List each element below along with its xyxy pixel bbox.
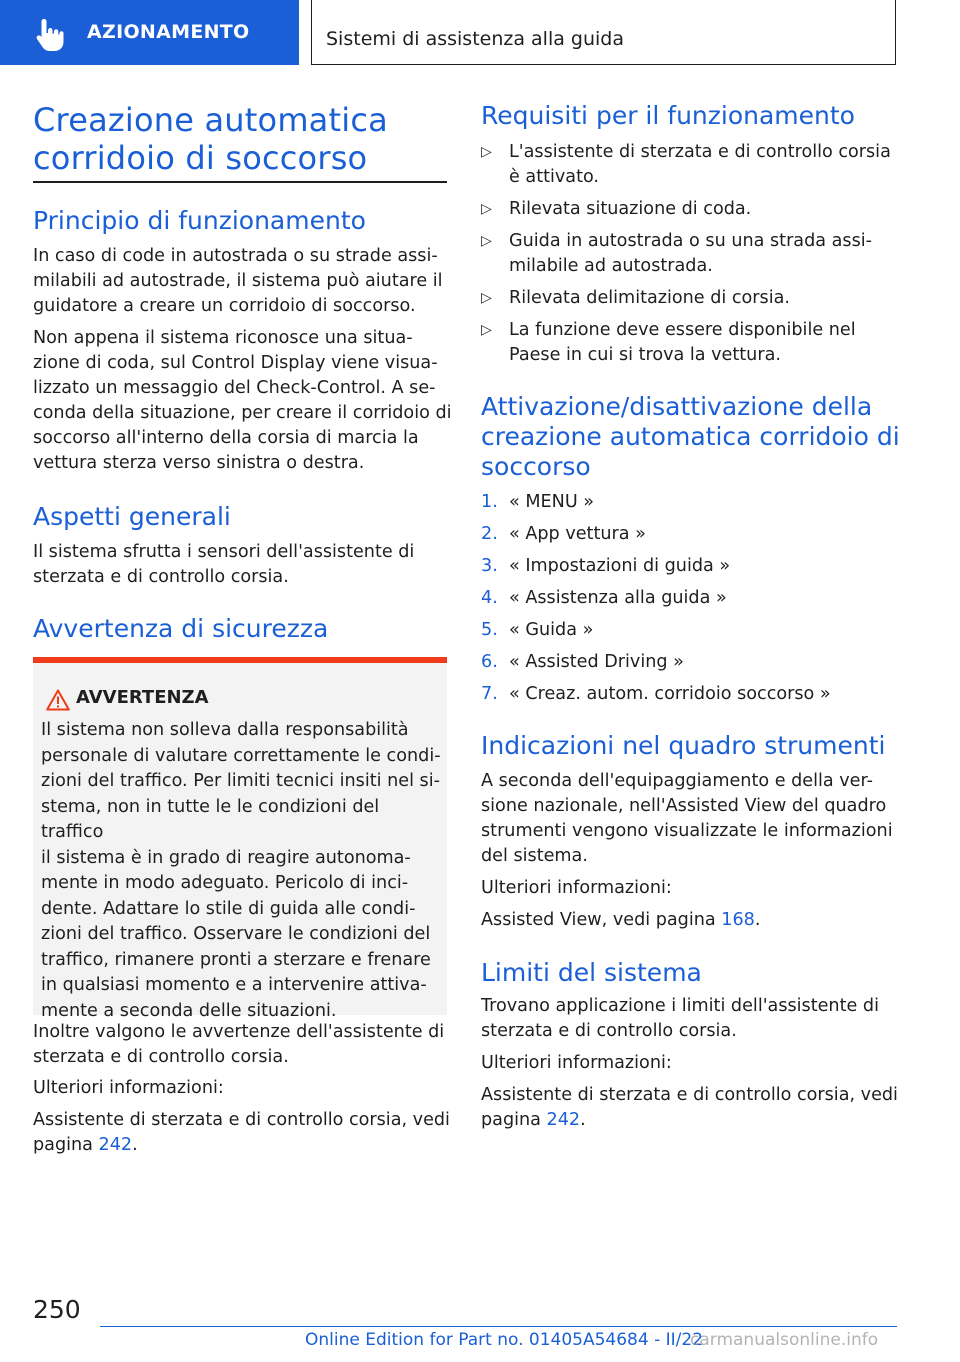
edition-text: Online Edition for Part no. 01405A54684 - II/22: [305, 1330, 704, 1350]
reference-paragraph: Assistente di sterzata e di controllo corsia, vedi pagina 242.: [481, 1085, 898, 1130]
hand-pointer-icon: [30, 15, 70, 55]
page-link-242[interactable]: 242: [98, 1135, 133, 1155]
principle-paragraph-1: In caso di code in autostrada o su strade assi- milabili ad autostrade, il sistema può aiutare il guidatore a creare un corridoio di soccorso.: [33, 246, 443, 316]
page-title: Creazione automatica corridoio di soccorso: [33, 101, 388, 177]
bullet-triangle-icon: ▷: [481, 290, 492, 306]
heading-requirements: Requisiti per il funzionamento: [481, 101, 855, 130]
page-number: 250: [33, 1295, 81, 1324]
heading-principle: Principio di funzionamento: [33, 206, 366, 235]
warning-title: AVVERTENZA: [76, 687, 209, 708]
heading-cluster: Indicazioni nel quadro strumenti: [481, 731, 886, 760]
page-link-168[interactable]: 168: [721, 910, 755, 930]
warning-text: Il sistema non solleva dalla responsabilità personale di valutare correttamente le condi- zioni del traffico. Per limiti tecnici insiti nel si- stema, non in tutte le le condizioni del traffico il sistema è in grado di reagire autonoma- mente in modo adeguato. Pericolo di inci- dente. Adattare lo stile di guida alle condi- zioni del traffico. Osservare le condizioni del traffico, rimanere pronti a sterzare e frenare in qualsiasi momento e a intervenire attiva- mente a seconda delle situazioni.: [41, 720, 441, 1021]
warning-triangle-icon: [46, 689, 70, 711]
heading-activation: Attivazione/disattivazione della creazione automatica corridoio di soccorso: [481, 392, 900, 481]
warning-box: [33, 657, 447, 1021]
cluster-paragraph: A seconda dell'equipaggiamento e della ver- sione nazionale, nell'Assisted View del quadro strumenti vengono visualizzate le informazioni del sistema.: [481, 771, 893, 866]
heading-general: Aspetti generali: [33, 502, 231, 531]
more-info-label: Ulteriori informazioni:: [33, 1078, 224, 1098]
reference-paragraph: Assistente di sterzata e di controllo corsia, vedi pagina 242.: [33, 1110, 450, 1155]
general-paragraph: Il sistema sfrutta i sensori dell'assistente di sterzata e di controllo corsia.: [33, 542, 415, 587]
limits-paragraph: Trovano applicazione i limiti dell'assistente di sterzata e di controllo corsia.: [481, 996, 879, 1041]
bullet-triangle-icon: ▷: [481, 144, 492, 160]
topic-label: Sistemi di assistenza alla guida: [326, 28, 625, 50]
page-link-242[interactable]: 242: [546, 1110, 581, 1130]
watermark: carmanualsonline.info: [690, 1330, 879, 1350]
section-label: AZIONAMENTO: [87, 21, 250, 43]
footer-divider: [100, 1326, 897, 1327]
principle-paragraph-2: Non appena il sistema riconosce una situa- zione di coda, sul Control Display viene visua- lizzato un messaggio del Check-Control. A se- conda della situazione, per creare il corridoio di soccorso all'interno della corsia di marcia la vettura sterza verso sinistra o destra.: [33, 328, 452, 473]
reference-paragraph: Assisted View, vedi pagina 168.: [481, 910, 761, 930]
title-divider: [33, 181, 447, 183]
topic-header: [311, 0, 896, 65]
more-info-label: Ulteriori informazioni:: [481, 878, 672, 898]
heading-limits: Limiti del sistema: [481, 958, 702, 987]
heading-safety: Avvertenza di sicurezza: [33, 614, 329, 643]
more-info-label: Ulteriori informazioni:: [481, 1053, 672, 1073]
additional-warnings-paragraph: Inoltre valgono le avvertenze dell'assistente di sterzata e di controllo corsia.: [33, 1022, 445, 1067]
bullet-triangle-icon: ▷: [481, 201, 492, 217]
bullet-triangle-icon: ▷: [481, 233, 492, 249]
bullet-triangle-icon: ▷: [481, 322, 492, 338]
section-tab: [0, 0, 299, 65]
